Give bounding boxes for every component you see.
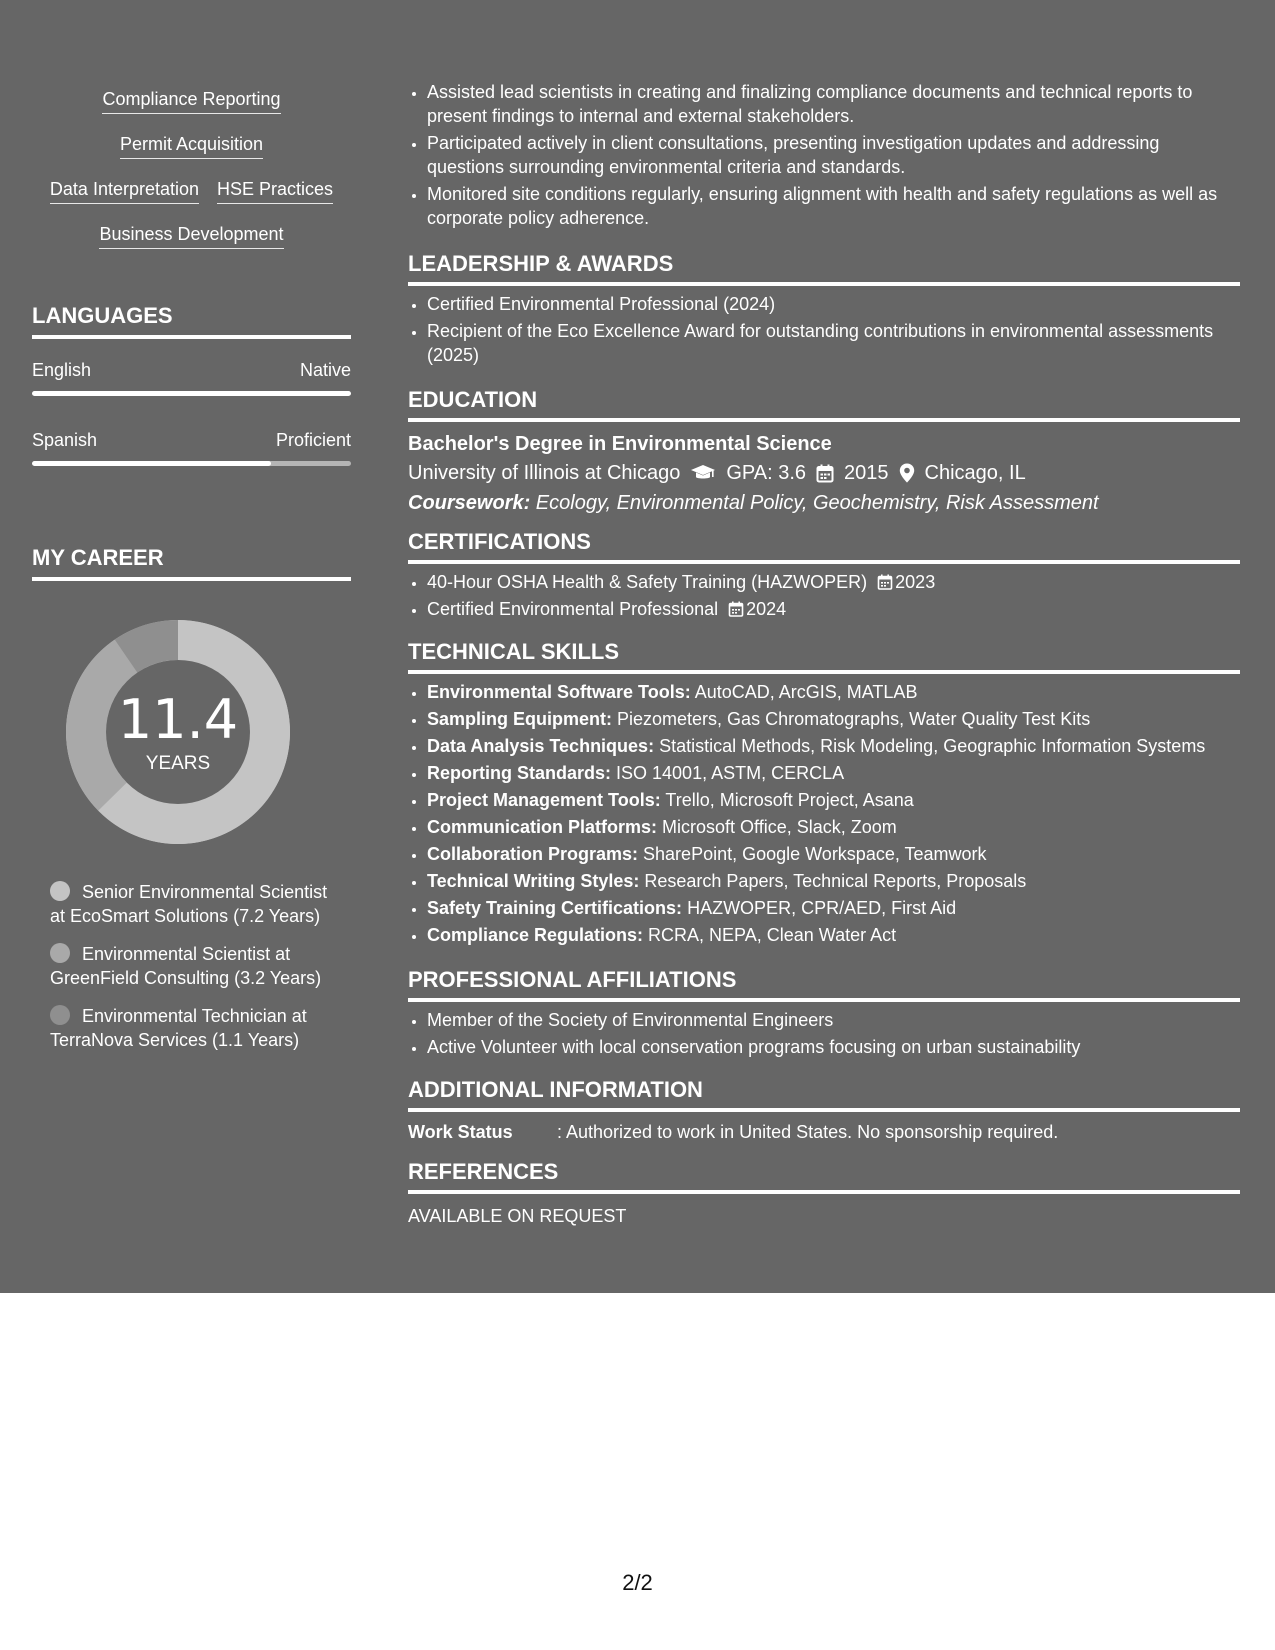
skill-category: Compliance Regulations: (427, 925, 644, 945)
technical-skill-item (427, 869, 1240, 893)
certification-item (427, 597, 1240, 621)
coursework-label: Coursework: (408, 492, 531, 514)
award-item: • Certified Environmental Professional (2024) (427, 292, 1240, 316)
calendar-icon (728, 601, 744, 617)
work-status-value: : Authorized to work in United States. No sponsorship required. (557, 1122, 1059, 1142)
donut-hole (106, 660, 250, 804)
skill-category: Communication Platforms: (427, 817, 658, 837)
certifications-section (408, 528, 1240, 624)
technical-skill-item (427, 707, 1240, 731)
skill-category: Data Analysis Techniques: (427, 736, 655, 756)
education-section (408, 386, 1240, 518)
technical-skills-section (408, 638, 1240, 950)
skill-values: Microsoft Office, Slack, Zoom (657, 817, 897, 837)
calendar-icon (877, 574, 893, 590)
language-level-bar (32, 391, 351, 396)
certification-year: 2023 (895, 572, 936, 592)
language-level-fill (32, 391, 351, 396)
career-legend-label: Environmental Scientist at GreenField Consulting (3.2 Years) (50, 944, 322, 988)
affiliation-item: • Member of the Society of Environmental Engineers (427, 1008, 1240, 1032)
career-legend-label: Senior Environmental Scientist at EcoSmart Solutions (7.2 Years) (50, 882, 328, 926)
references-heading: REFERENCES (408, 1158, 1240, 1194)
skill-values: RCRA, NEPA, Clean Water Act (643, 925, 897, 945)
award-item: • Recipient of the Eco Excellence Award for outstanding contributions in environmental assessments (2025) (427, 319, 1240, 367)
certification-item (427, 570, 1240, 594)
skill-tag-row (32, 86, 351, 131)
technical-skill-item (427, 788, 1240, 812)
education-meta (408, 458, 1240, 488)
coursework (408, 488, 1240, 518)
skill-values: Research Papers, Technical Reports, Proposals (639, 871, 1027, 891)
legend-dot (50, 881, 70, 901)
technical-skill-item (427, 815, 1240, 839)
skill-tag-row (32, 221, 351, 266)
experience-bullet: • Monitored site conditions regularly, ensuring alignment with health and safety regulations as well as corporate policy adherence. (427, 182, 1240, 230)
skill-tag: Permit Acquisition (120, 131, 263, 159)
language-name: English (32, 360, 92, 380)
experience-bullet: • Assisted lead scientists in creating and finalizing compliance documents and technical reports to present findings to internal and external stakeholders. (427, 80, 1240, 128)
career-total-value: 11.4 (117, 688, 239, 751)
language-level: Native (299, 360, 351, 380)
skill-category: Collaboration Programs: (427, 844, 639, 864)
technical-skill-item (427, 734, 1240, 758)
career-legend (50, 880, 340, 1066)
references-text: AVAILABLE ON REQUEST (408, 1206, 627, 1226)
affiliations-heading: PROFESSIONAL AFFILIATIONS (408, 966, 1240, 1002)
skill-values: SharePoint, Google Workspace, Teamwork (638, 844, 987, 864)
page-number: 2/2 (622, 1570, 653, 1595)
language-name: Spanish (32, 430, 98, 450)
languages-heading: LANGUAGES (32, 302, 351, 339)
skill-values: Piezometers, Gas Chromatographs, Water Quality Test Kits (612, 709, 1091, 729)
skill-tag-row (32, 131, 351, 176)
skill-values: HAZWOPER, CPR/AED, First Aid (682, 898, 957, 918)
skill-category: Reporting Standards: (427, 763, 612, 783)
skill-category: Environmental Software Tools: (427, 682, 691, 702)
skill-tag: Business Development (99, 221, 283, 249)
affiliations-section (408, 966, 1240, 1062)
school-name: University of Illinois at Chicago (408, 462, 681, 484)
certification-year: 2024 (746, 599, 787, 619)
language-english (32, 358, 351, 396)
education-heading: EDUCATION (408, 386, 1240, 422)
career-donut-chart (66, 620, 290, 844)
technical-skill-item (427, 896, 1240, 920)
language-level: Proficient (275, 430, 351, 450)
technical-skills-heading: TECHNICAL SKILLS (408, 638, 1240, 674)
additional-info-heading: ADDITIONAL INFORMATION (408, 1076, 1240, 1112)
career-legend-item (50, 880, 340, 928)
work-status-row (408, 1120, 1240, 1144)
graduation-year: 2015 (844, 462, 889, 484)
certification-name: 40-Hour OSHA Health & Safety Training (HAZWOPER) (427, 572, 868, 592)
experience-bullet: • Participated actively in client consultations, presenting investigation updates and addressing questions surrounding environmental criteria and standards. (427, 131, 1240, 179)
skill-category: Safety Training Certifications: (427, 898, 683, 918)
legend-dot (50, 1005, 70, 1025)
additional-info-section (408, 1076, 1240, 1144)
career-total-unit: YEARS (145, 753, 211, 774)
skill-category: Technical Writing Styles: (427, 871, 640, 891)
career-legend-item (50, 942, 340, 990)
skill-values: AutoCAD, ArcGIS, MATLAB (690, 682, 918, 702)
career-legend-item (50, 1004, 340, 1052)
skill-tag-row (32, 176, 351, 221)
career-heading: MY CAREER (32, 544, 351, 581)
degree-title: Bachelor's Degree in Environmental Science (408, 433, 832, 455)
skill-values: Trello, Microsoft Project, Asana (660, 790, 914, 810)
experience-bullets (408, 80, 1240, 233)
skill-tags (32, 86, 351, 266)
leadership-heading: LEADERSHIP & AWARDS (408, 250, 1240, 286)
graduation-cap-icon (690, 464, 716, 482)
affiliation-item: • Active Volunteer with local conservation programs focusing on urban sustainability (427, 1035, 1240, 1059)
language-level-fill (32, 461, 271, 466)
technical-skill-item (427, 842, 1240, 866)
map-pin-icon (899, 463, 915, 483)
school-location: Chicago, IL (924, 462, 1026, 484)
language-level-bar (32, 461, 351, 466)
leadership-section (408, 250, 1240, 370)
coursework-list: Ecology, Environmental Policy, Geochemistry, Risk Assessment (530, 492, 1099, 514)
skill-category: Project Management Tools: (427, 790, 661, 810)
skill-category: Sampling Equipment: (427, 709, 613, 729)
career-legend-label: Environmental Technician at TerraNova Services (1.1 Years) (50, 1006, 307, 1050)
skill-values: ISO 14001, ASTM, CERCLA (611, 763, 845, 783)
technical-skill-item (427, 680, 1240, 704)
skill-tag: Data Interpretation (50, 176, 199, 204)
work-status-label: Work Status (408, 1122, 513, 1142)
technical-skill-item (427, 761, 1240, 785)
certification-name: Certified Environmental Professional (427, 599, 719, 619)
skill-tag: Compliance Reporting (102, 86, 280, 114)
certifications-heading: CERTIFICATIONS (408, 528, 1240, 564)
language-spanish (32, 428, 351, 466)
legend-dot (50, 943, 70, 963)
skill-tag: HSE Practices (217, 176, 333, 204)
references-section (408, 1158, 1240, 1228)
gpa: GPA: 3.6 (726, 462, 807, 484)
skill-values: Statistical Methods, Risk Modeling, Geographic Information Systems (654, 736, 1206, 756)
technical-skill-item (427, 923, 1240, 947)
calendar-icon (816, 464, 834, 483)
